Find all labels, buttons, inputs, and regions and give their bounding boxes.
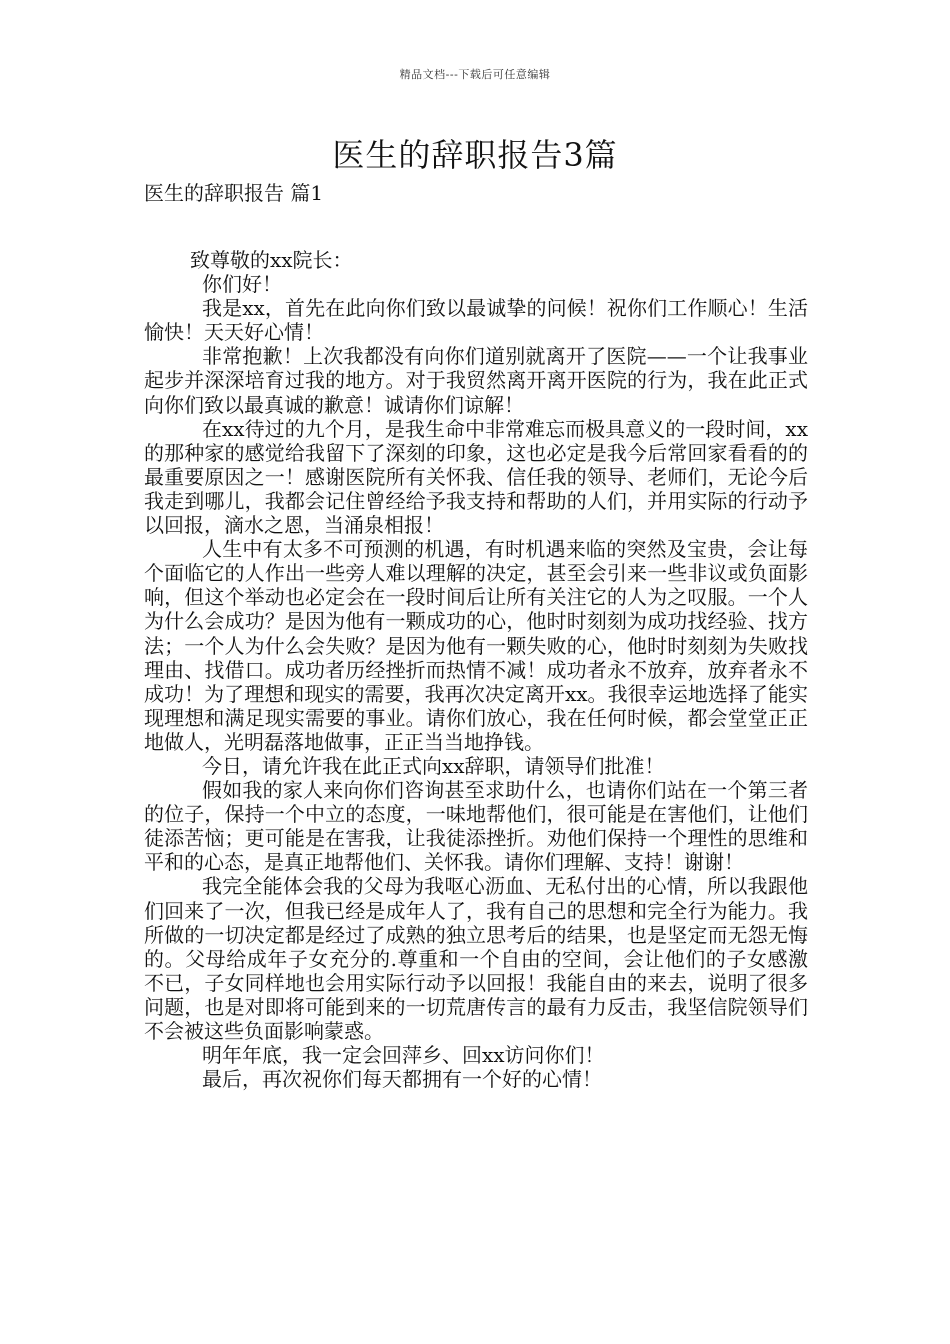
paragraph: 我是xx，首先在此向你们致以最诚挚的问候！祝你们工作顺心！生活愉快！天天好心情！ (144, 296, 808, 345)
header-note: 精品文档---下载后可任意编辑 (399, 68, 551, 81)
paragraph: 人生中有太多不可预测的机遇，有时机遇来临的突然及宝贵，会让每个面临它的人作出一些旁人难以理解的决定，甚至会引来一些非议或负面影响，但这个举动也必定会在一段时间后让所有关注它的人为之叹服。一个人为什么会成功？是因为他有一颗成功的心，他时时刻刻为成功找经验、找方法；一个人为什么会失败？是因为他有一颗失败的心，他时时刻刻为失败找理由、找借口。成功者历经挫折而热情不减！成功者永不放弃，放弃者永不成功！为了理想和现实的需要，我再次决定离开xx。我很幸运地选择了能实现理想和满足现实需要的事业。请你们放心，我在任何时候，都会堂堂正正地做人，光明磊落地做事，正正当当地挣钱。 (144, 537, 808, 754)
paragraph: 我完全能体会我的父母为我呕心沥血、无私付出的心情，所以我跟他们回来了一次，但我已经是成年人了，我有自己的思想和完全行为能力。我所做的一切决定都是经过了成熟的独立思考后的结果，也是坚定而无怨无悔的。父母给成年子女充分的.尊重和一个自由的空间，会让他们的子女感激不已，子女同样地也会用实际行动予以回报！我能自由的来去，说明了很多问题，也是对即将可能到来的一切荒唐传言的最有力反击，我坚信院领导们不会被这些负面影响蒙惑。 (144, 874, 808, 1043)
paragraph: 明年年底，我一定会回萍乡、回xx访问你们！ (202, 1043, 605, 1068)
paragraph: 今日，请允许我在此正式向xx辞职，请领导们批准！ (202, 753, 665, 778)
paragraph: 在xx待过的九个月，是我生命中非常难忘而极具意义的一段时间，xx的那种家的感觉给我留下了深刻的印象，这也必定是我今后常回家看看的的最重要原因之一！感谢医院所有关怀我、信任我的领导、老师们，无论今后我走到哪儿，我都会记住曾经给予我支持和帮助的人们，并用实际的行动予以回报，滴水之恩，当涌泉相报！ (144, 416, 808, 538)
greeting: 你们好！ (202, 272, 282, 297)
document-title: 医生的辞职报告3篇 (332, 136, 618, 174)
section-title: 医生的辞职报告 篇1 (144, 181, 324, 205)
paragraph: 最后，再次祝你们每天都拥有一个好的心情！ (202, 1067, 602, 1092)
paragraph: 非常抱歉！上次我都没有向你们道别就离开了医院——一个让我事业起步并深深培育过我的地方。对于我贸然离开离开医院的行为，我在此正式向你们致以最真诚的歉意！诚请你们谅解！ (144, 344, 808, 417)
salutation: 致尊敬的xx院长： (190, 248, 353, 272)
letter-body (144, 248, 808, 1091)
paragraph: 假如我的家人来向你们咨询甚至求助什么，也请你们站在一个第三者的位子，保持一个中立的态度，一味地帮他们，很可能是在害他们，让他们徒添苦恼；更可能是在害我，让我徒添挫折。劝他们保持一个理性的思维和平和的心态，是真正地帮他们、关怀我。请你们理解、支持！谢谢！ (144, 778, 808, 875)
